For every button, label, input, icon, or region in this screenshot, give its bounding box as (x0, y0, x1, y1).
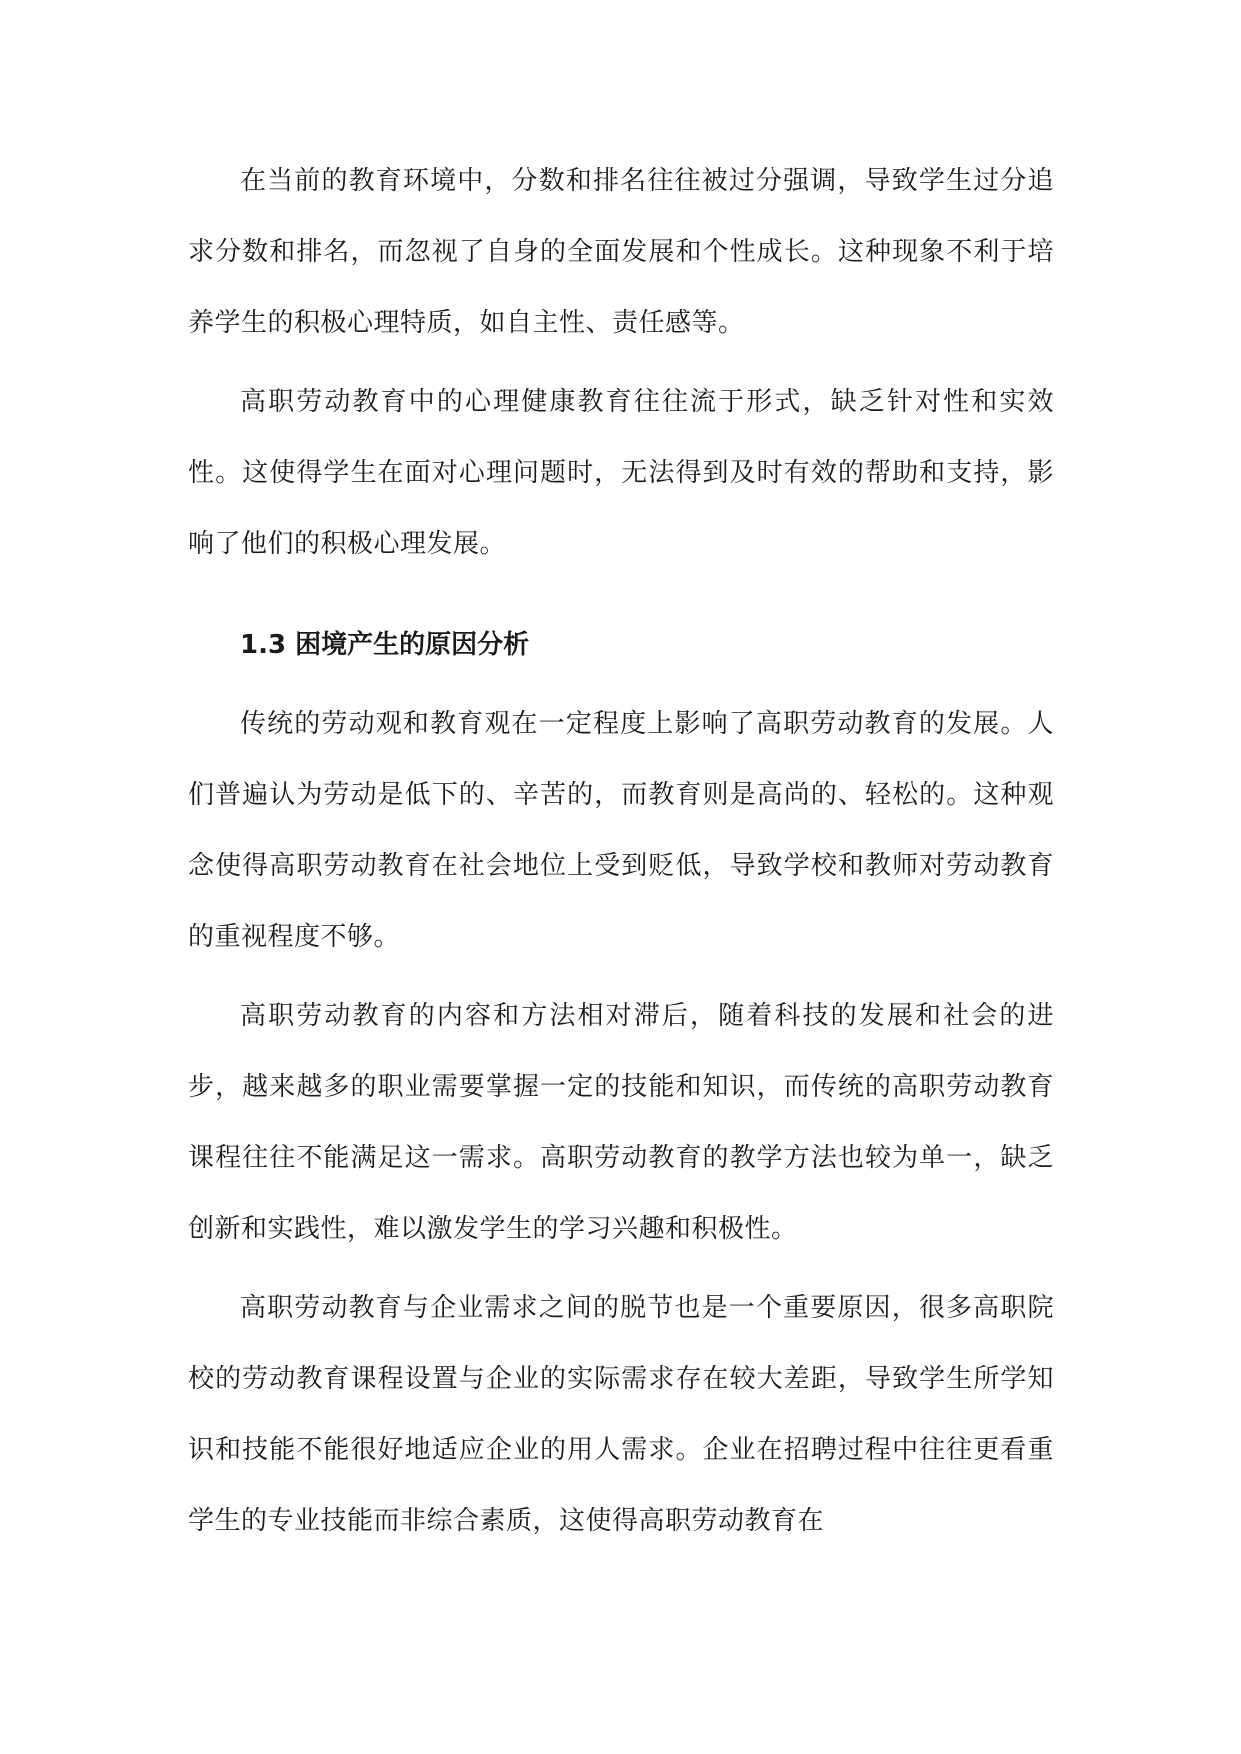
paragraph: 传统的劳动观和教育观在一定程度上影响了高职劳动教育的发展。人们普遍认为劳动是低下的、辛苦的，而教育则是高尚的、轻松的。这种观念使得高职劳动教育在社会地位上受到贬低，导致学校和教师对劳动教育的重视程度不够。 (188, 709, 1054, 952)
document-body (188, 146, 1054, 1565)
paragraph: 在当前的教育环境中，分数和排名往往被过分强调，导致学生过分追求分数和排名，而忽视了自身的全面发展和个性成长。这种现象不利于培养学生的积极心理特质，如自主性、责任感等。 (188, 166, 1054, 338)
paragraph: 高职劳动教育与企业需求之间的脱节也是一个重要原因，很多高职院校的劳动教育课程设置与企业的实际需求存在较大差距，导致学生所学知识和技能不能很好地适应企业的用人需求。企业在招聘过程中往往更看重学生的专业技能而非综合素质，这使得高职劳动教育在 (188, 1293, 1054, 1536)
paragraph: 高职劳动教育的内容和方法相对滞后，随着科技的发展和社会的进步，越来越多的职业需要掌握一定的技能和知识，而传统的高职劳动教育课程往往不能满足这一需求。高职劳动教育的教学方法也较为单一，缺乏创新和实践性，难以激发学生的学习兴趣和积极性。 (188, 1001, 1054, 1244)
section-heading: 1.3 困境产生的原因分析 (240, 630, 530, 660)
paragraph: 高职劳动教育中的心理健康教育往往流于形式，缺乏针对性和实效性。这使得学生在面对心理问题时，无法得到及时有效的帮助和支持，影响了他们的积极心理发展。 (188, 387, 1054, 559)
